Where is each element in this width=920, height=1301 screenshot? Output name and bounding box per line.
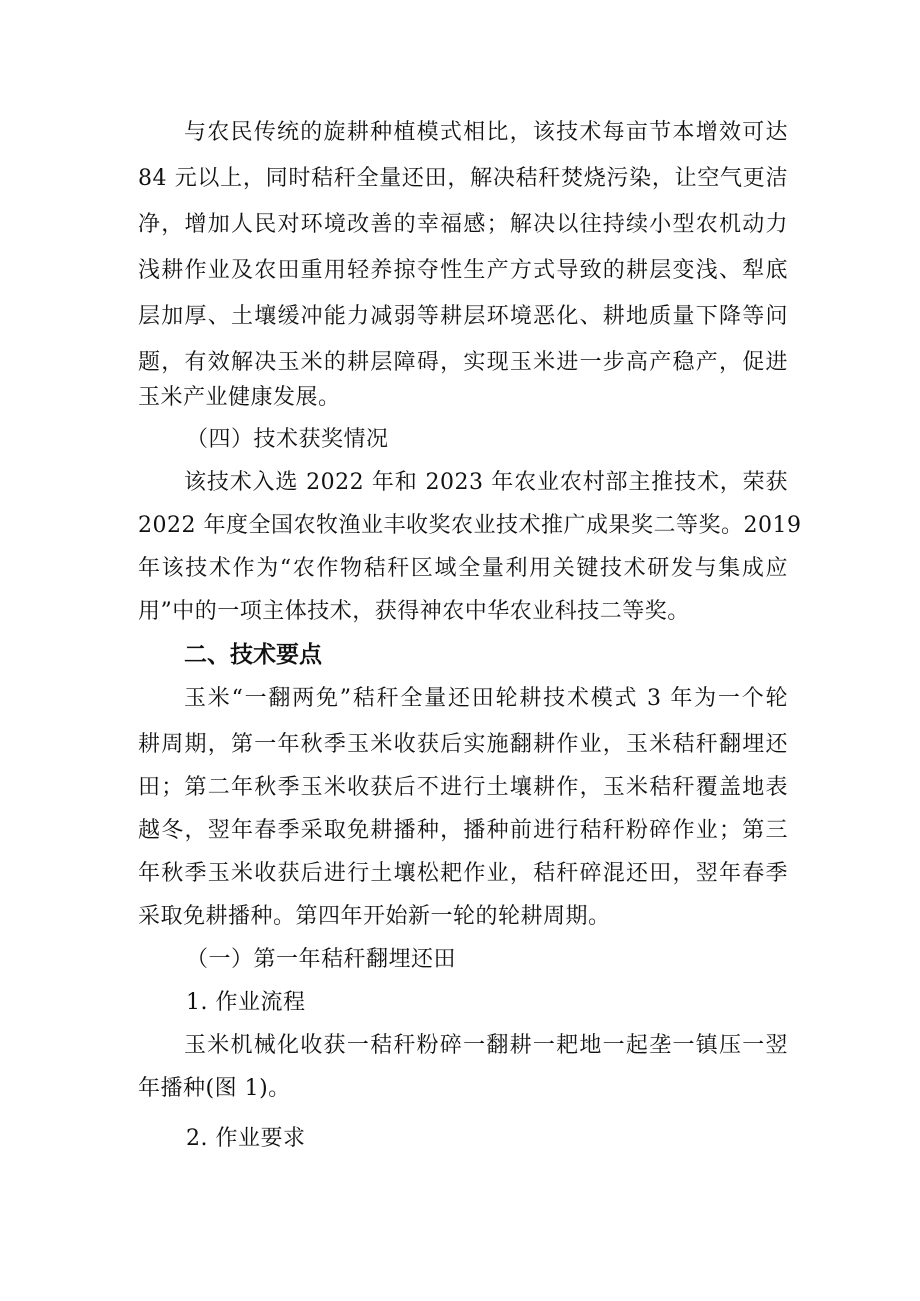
paragraph-line: 84 元以上，同时秸秆全量还田，解决秸秆焚烧污染，让空气更洁 bbox=[138, 166, 788, 191]
list-item-heading: 1. 作业流程 bbox=[186, 990, 306, 1015]
paragraph-line: 玉米机械化收获一秸秆粉碎一翻耕一耙地一起垄一镇压一翌 bbox=[184, 1033, 788, 1058]
paragraph-line: 年该技术作为“农作物秸秆区域全量利用关键技术研发与集成应 bbox=[138, 556, 788, 581]
paragraph-line: 用”中的一项主体技术，获得神农中华农业科技二等奖。 bbox=[138, 599, 690, 624]
paragraph-line: 与农民传统的旋耕种植模式相比，该技术每亩节本增效可达 bbox=[184, 120, 788, 145]
section-subheading: （一）第一年秸秆翻埋还田 bbox=[186, 947, 457, 972]
list-item-heading: 2. 作业要求 bbox=[186, 1126, 306, 1151]
paragraph-line: 田；第二年秋季玉米收获后不进行土壤耕作，玉米秸秆覆盖地表 bbox=[138, 775, 788, 800]
paragraph-line: 浅耕作业及农田重用轻养掠夺性生产方式导致的耕层变浅、犁底 bbox=[138, 258, 788, 283]
paragraph-line: 层加厚、土壤缓冲能力减弱等耕层环境恶化、耕地质量下降等问 bbox=[138, 304, 788, 329]
paragraph-line: 该技术入选 2022 年和 2023 年农业农村部主推技术，荣获 bbox=[184, 470, 788, 495]
paragraph-line: 题，有效解决玉米的耕层障碍，实现玉米进一步高产稳产，促进 bbox=[138, 350, 788, 375]
paragraph-line: 越冬，翌年春季采取免耕播种，播种前进行秸秆粉碎作业；第三 bbox=[138, 818, 788, 843]
paragraph-line: 玉米产业健康发展。 bbox=[138, 385, 341, 410]
paragraph-line: 年播种(图 1)。 bbox=[138, 1076, 291, 1101]
paragraph-line: 玉米“一翻两免”秸秆全量还田轮耕技术模式 3 年为一个轮 bbox=[184, 686, 788, 711]
section-heading: 二、技术要点 bbox=[184, 642, 322, 668]
section-subheading: （四）技术获奖情况 bbox=[186, 427, 389, 452]
paragraph-line: 耕周期，第一年秋季玉米收获后实施翻耕作业，玉米秸秆翻埋还 bbox=[138, 732, 788, 757]
paragraph-line: 采取免耕播种。第四年开始新一轮的轮耕周期。 bbox=[138, 904, 611, 929]
paragraph-line: 净，增加人民对环境改善的幸福感；解决以往持续小型农机动力 bbox=[138, 212, 788, 237]
paragraph-line: 2022 年度全国农牧渔业丰收奖农业技术推广成果奖二等奖。2019 bbox=[138, 513, 802, 538]
paragraph-line: 年秋季玉米收获后进行土壤松耙作业，秸秆碎混还田，翌年春季 bbox=[138, 861, 788, 886]
